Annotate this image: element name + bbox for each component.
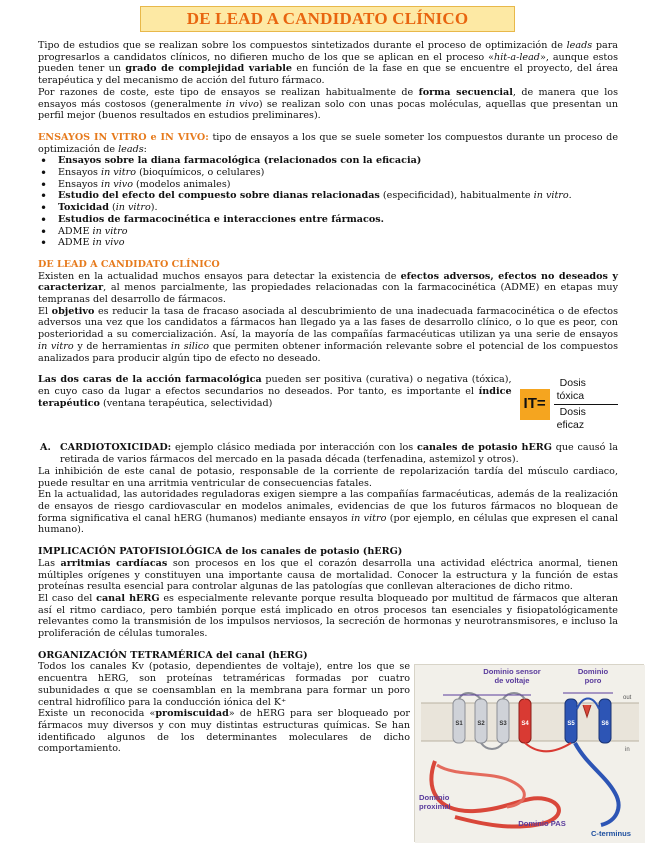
- it-numerator: Dosis tóxica: [554, 376, 618, 405]
- it-denominator: Dosis eficaz: [556, 405, 586, 431]
- herg-channel-figure: [414, 664, 644, 842]
- c-terminus-label: C-terminus: [590, 829, 632, 838]
- out-label: out: [623, 695, 632, 701]
- pore-domain-label: Dominio poro: [577, 667, 609, 686]
- therapeutic-index-formula: [520, 376, 618, 432]
- list-item: • Estudios de farmacocinética e interacciones entre fármacos.: [38, 214, 618, 226]
- organizacion-paragraph-2: Existe un reconocida «promiscuidad» de hERG para ser bloqueado por fármacos muy diversos y con muy distintas estructuras químicas. Se han identificado algunos de los determinantes moleculares de dicho comportamiento.: [38, 708, 410, 755]
- organizacion-section: [38, 650, 410, 755]
- list-item: • Estudio del efecto del compuesto sobre dianas relacionadas (especificidad), habitualmente in vitro.: [38, 190, 618, 202]
- list-subitem: • Ensayos in vivo (modelos animales): [38, 179, 618, 191]
- implicacion-heading: IMPLICACIÓN PATOFISIOLÓGICA de los canales de potasio (hERG): [38, 546, 403, 558]
- cardio-paragraph-2: La inhibición de este canal de potasio, responsable de la corriente de repolarización tardía del músculo cardiaco, puede resultar en una arritmia ventricular de consecuencias fatales.: [38, 465, 618, 489]
- figure-background: [415, 665, 645, 843]
- organizacion-paragraph-1: Todos los canales Kv (potasio, dependientes de voltaje), entre los que se encuentra hERG, son proteínas tetraméricas formadas por cuatro subunidades α que se coensamblan en la membrana para formar un poro central hidrofílico para la conducción iónica del K⁺: [38, 661, 410, 708]
- list-subitem: • ADME in vivo: [38, 237, 618, 249]
- lead-paragraph-1: Existen en la actualidad muchos ensayos para detectar la existencia de efectos adversos, efectos no deseados y caracterizar, al menos parcialmente, las propiedades relacionadas con la farmacocinética (ADME) en etapas muy tempranas del desarrollo de fármacos.: [38, 270, 618, 306]
- implicacion-paragraph-2: El caso del canal hERG es especialmente relevante porque resulta bloqueado por multitud de fármacos que alteran así el ritmo cardiaco, pero también porque está implicado en otros procesos tan esenciales y fisiopatológicamente relevantes como la transmisión de los impulsos nerviosos, la secreción de hormonas y neurotransmisores, e incluso la proliferación de células tumorales.: [38, 592, 619, 640]
- proximal-domain-label: Dominio proximal: [419, 793, 451, 812]
- pas-domain-label: Dominio PAS: [518, 819, 566, 828]
- lead-paragraph-2: El objetivo es reducir la tasa de fracaso asociada al descubrimiento de una inadecuada farmacocinética o de efectos adversos una vez que los candidatos a fármacos han llegado ya a las fases de desarrollo clínico, o lo que es peor, con posterioridad a su comercialización. Así, la mayoría de las compañías farmacéuticas utilizan ya una serie de ensayos in vitro y de herramientas in silico que permiten obtener información relevante sobre el potencial de los compuestos analizados para producir algún tipo de efecto no deseado.: [38, 305, 618, 364]
- segment-s5-label: S5: [567, 721, 575, 727]
- ensayos-list: [38, 155, 618, 249]
- it-fraction: [554, 376, 618, 432]
- intro-paragraph-2: Por razones de coste, este tipo de ensayos se realizan habitualmente de forma secuencial, de manera que los ensayos más costosos (generalmente in vivo) se realizan solo con unas pocas moléculas, aquellas que presentan un perfil mejor (buenos resultados en estudios preliminares).: [38, 86, 619, 122]
- intro-paragraph-1: Tipo de estudios que se realizan sobre los compuestos sintetizados durante el proceso de optimización de leads para progresarlos a candidatos clínicos, no difieren mucho de los que se aplican en el proceso «hit-a-lead», aunque estos pueden tener un grado de complejidad variable en función de la fase en que se encuentre el proyecto, del área terapéutica y del mecanismo de acción del futuro fármaco.: [38, 40, 619, 87]
- implicacion-paragraph-1: Las arritmias cardíacas son procesos en los que el corazón desarrolla una actividad eléctrica anormal, tienen múltiples orígenes y constituyen una importante causa de mortalidad. Conocer la estructura y la función de estas proteínas resulta esencial para controlar algunas de las patologías que conllevan alteraciones de dicho ritmo.: [38, 557, 618, 593]
- it-label: IT=: [520, 389, 550, 419]
- page-title: DE LEAD A CANDIDATO CLÍNICO: [186, 8, 469, 28]
- segment-s4-label: S4: [521, 721, 529, 727]
- in-label: in: [625, 747, 630, 753]
- list-subitem: • Ensayos in vitro (bioquímicos, o celulares): [38, 167, 618, 179]
- segment-s3-label: S3: [499, 721, 507, 727]
- herg-diagram: [415, 665, 645, 843]
- sensor-domain-label: Dominio sensor de voltaje: [483, 667, 541, 686]
- list-subitem: • ADME in vitro: [38, 226, 618, 238]
- lead-section-heading: DE LEAD A CANDIDATO CLÍNICO: [38, 258, 220, 270]
- document-body: [38, 40, 618, 755]
- list-item: • Ensayos sobre la diana farmacológica (relacionados con la eficacia): [38, 155, 618, 167]
- segment-s2-label: S2: [477, 721, 485, 727]
- organizacion-heading: ORGANIZACIÓN TETRAMÉRICA del canal (hERG): [38, 649, 308, 661]
- therapeutic-index-row: [38, 374, 618, 432]
- segment-s1-label: S1: [455, 721, 463, 727]
- segment-s6-label: S6: [601, 721, 609, 727]
- caras-paragraph: Las dos caras de la acción farmacológica pueden ser positiva (curativa) o negativa (tóxica), en cuyo caso da lugar a efectos secundarios no deseados. Por tanto, es importante el índice terapéutico (ventana terapéutica, selectividad): [38, 374, 512, 409]
- cardio-heading-paragraph: A. CARDIOTOXICIDAD: ejemplo clásico mediada por interacción con los canales de potasio hERG que causó la retirada de varios fármacos del mercado en la pasada década (terfenadina, astemizol y otros).: [40, 442, 618, 466]
- ensayos-intro: ENSAYOS IN VITRO e IN VIVO: tipo de ensayos a los que se suele someter los compuestos durante un proceso de optimización de leads:: [38, 131, 618, 155]
- title-banner: [140, 6, 515, 32]
- cardio-paragraph-3: En la actualidad, las autoridades reguladoras exigen siempre a las compañías farmacéuticas, además de la realización de ensayos de riesgo cardiovascular en modelos animales, evidencias de que los futuros fármacos no bloquean de forma significativa el canal hERG (humanos) mediante ensayos in vitro (por ejemplo, en células que expresen el canal humano).: [38, 489, 618, 536]
- list-item: • Toxicidad (in vitro).: [38, 202, 618, 214]
